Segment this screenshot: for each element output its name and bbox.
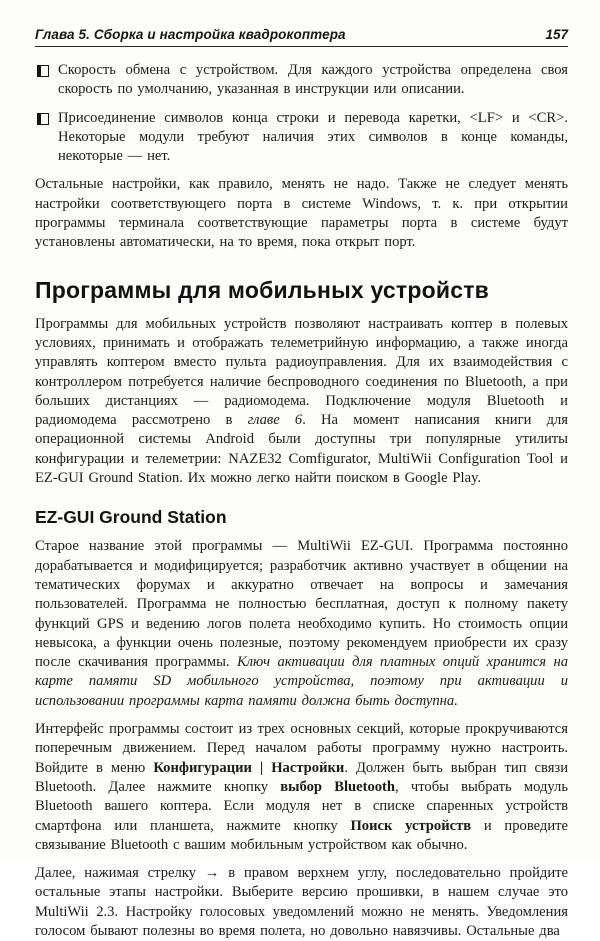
paragraph-ezgui-overview: Старое название этой программы — MultiWii EZ-GUI. Программа постоянно дорабатывается и модифицируется; разработчик активно участвует в общении на тематических форумах и аккуратно отвечает на вопросы и замечания пользователей. Программа не полностью бесплатная, доступ к полному пакету функций GPS и ведению логов полета необходимо купить. Но стоимость опции невысока, а функции очень полезные, поэтому рекомендуем приобрести их сразу после скачивания программы. Ключ активации для платных опций хранится на карте памяти SD мобильного устройства, поэтому при активации и использовании программы карта памяти должна быть доступна.: [35, 538, 568, 709]
bullet-text: Скорость обмена с устройством. Для каждого устройства определена своя скорость по умолчанию, указанная в инструкции или описании.: [58, 62, 568, 98]
paragraph-mobile-apps-intro: Программы для мобильных устройств позволяют настраивать коптер в полевых условиях, принимать и отображать телеметрийную информацию, а также иногда управлять коптером вместо пульта радиоуправления. Для их взаимодействия с контроллером потребуется наличие беспроводного соединения по Bluetooth, а при больших дистанциях — радиомодема. Подключение модуля Bluetooth и радиомодема рассмотрено в главе 6. На момент написания книги для операционной системы Android были доступны три популярные утилиты конфигурации и телеметрии: NAZE32 Comfigurator, MultiWii Configuration Tool и EZ-GUI Ground Station. Их можно легко найти поиском в Google Play.: [35, 315, 568, 487]
square-bullet-icon: [37, 113, 49, 125]
chapter-title: Глава 5. Сборка и настройка квадрокоптера: [35, 27, 346, 42]
paragraph-other-settings: Остальные настройки, как правило, менять не надо. Также не следует менять настройки соответствующего порта в системе Windows, т. к. при открытии программы терминала соответствующие параметры порта в системе будут установлены автоматически, на то время, пока открыт порт.: [35, 176, 568, 251]
page-number: 157: [545, 27, 568, 42]
bullet-item-baud-rate: [35, 61, 568, 100]
square-bullet-icon: [37, 65, 49, 77]
section-heading-mobile-apps: Программы для мобильных устройств: [35, 276, 490, 303]
bullet-item-line-ending: [35, 109, 568, 167]
paragraph-interface-setup: Интерфейс программы состоит из трех основных секций, которые прокручиваются поперечным движением. Перед началом работы программу нужно настроить. Войдите в меню Конфигурации | Настройки. Должен быть выбран тип связи Bluetooth. Далее нажмите кнопку выбор Bluetooth, чтобы выбрать модуль Bluetooth вашего коптера. Если модуля нет в списке спаренных устройств смартфона или планшета, нажмите кнопку Поиск устройств и проведите связывание Bluetooth с вашим мобильным устройством как обычно.: [35, 721, 569, 853]
bullet-text: Присоединение символов конца строки и перевода каретки, <LF> и <CR>. Некоторые модули требуют наличия этих символов в конце команды, некоторые — нет.: [58, 109, 568, 165]
page-content: [35, 61, 568, 941]
running-header: [35, 27, 568, 47]
sub-heading-ezgui: EZ-GUI Ground Station: [35, 507, 227, 528]
paragraph-wizard-steps: Далее, нажимая стрелку → в правом верхнем углу, последовательно пройдите остальные этапы настройки. Выберите версию прошивки, в нашем случае это MultiWii 2.3. Настройку голосовых уведомлений можно не менять. Уведомления голосом бывают полезны во время полета, но довольно навязчивы. Остальные два: [35, 865, 568, 939]
